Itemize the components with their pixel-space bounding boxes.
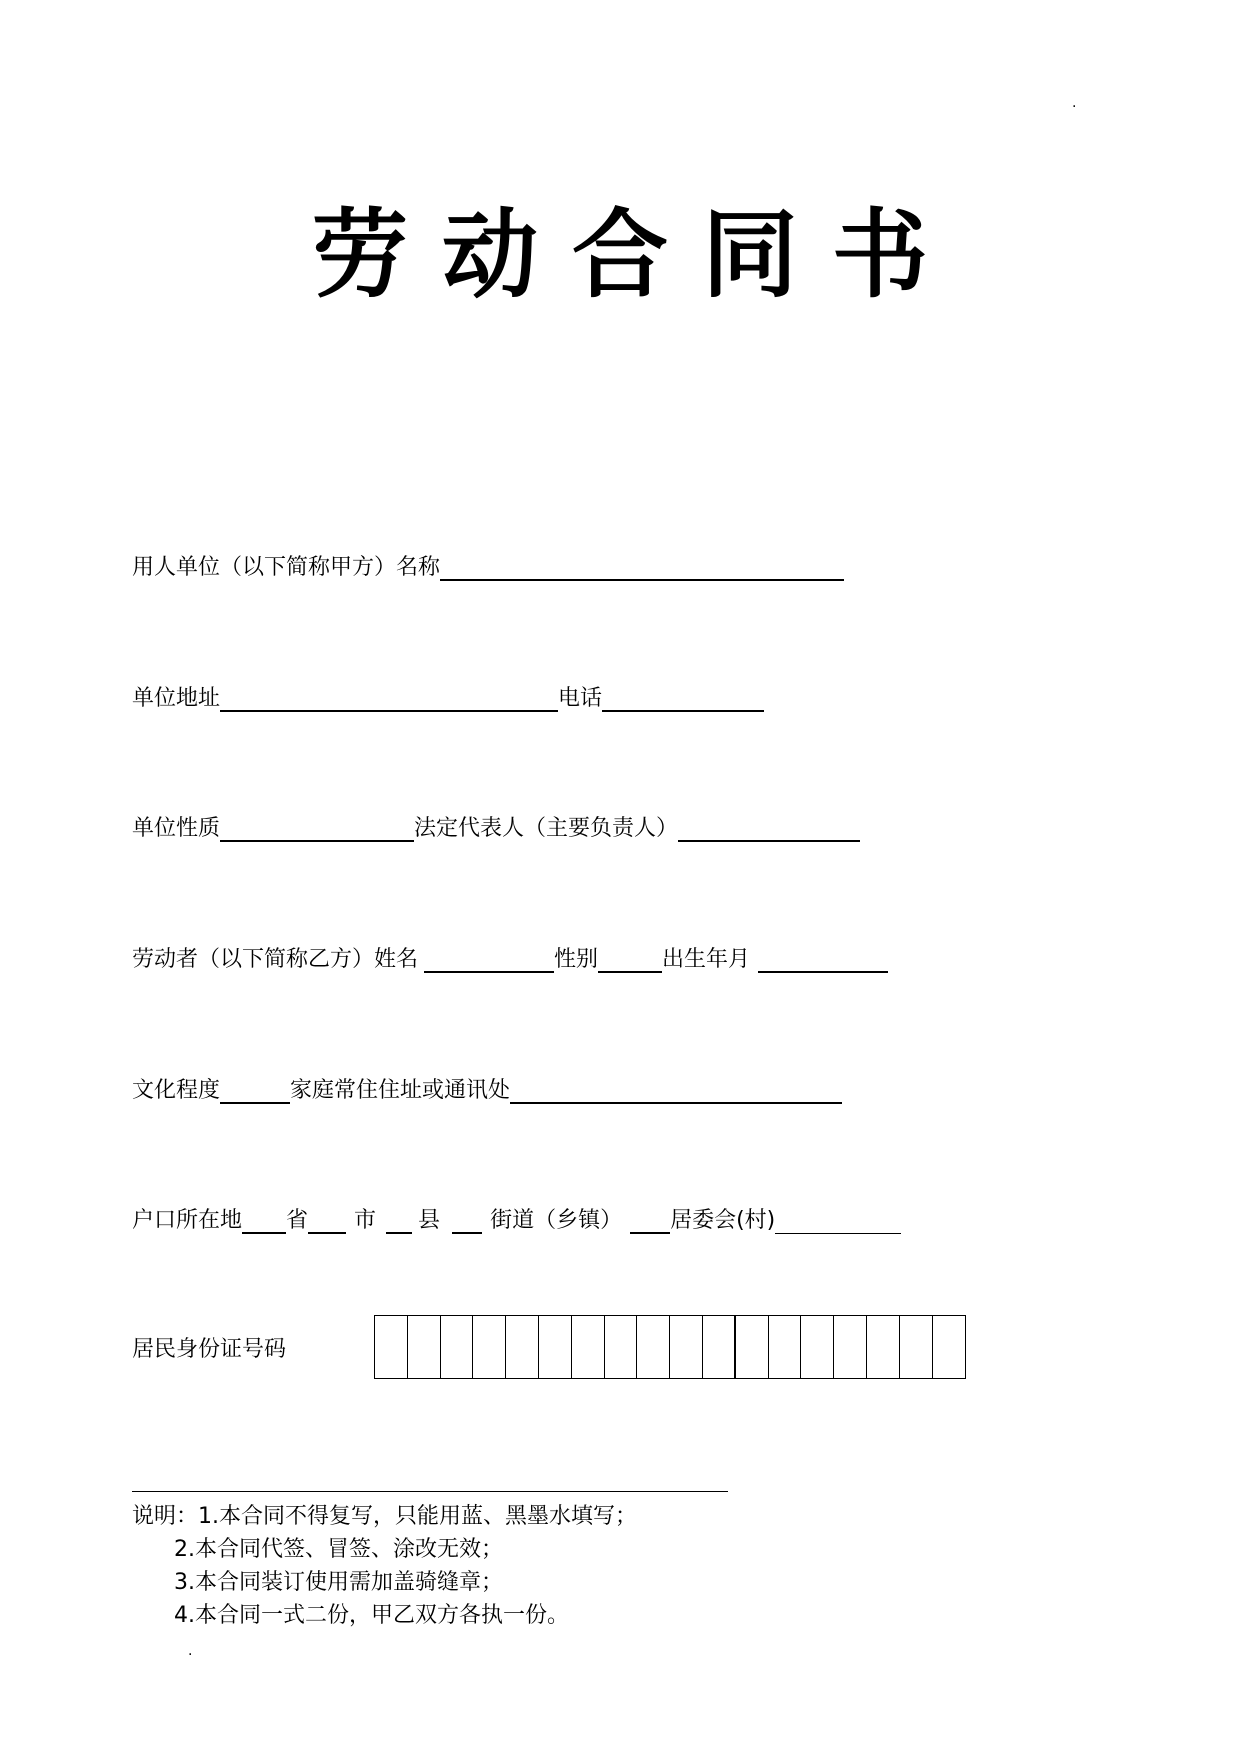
id-digit-cell[interactable] <box>834 1316 867 1378</box>
legal-rep-blank[interactable] <box>678 818 860 842</box>
education-blank[interactable] <box>220 1080 290 1104</box>
worker-row <box>132 945 888 975</box>
street-blank[interactable] <box>452 1210 482 1234</box>
id-digit-cell[interactable] <box>637 1316 670 1378</box>
province-label: 省 <box>286 1208 309 1233</box>
document-title: 劳动合同书 <box>312 199 962 311</box>
education-row <box>132 1076 842 1106</box>
county-blank[interactable] <box>386 1210 412 1234</box>
legal-rep-label: 法定代表人（主要负责人） <box>414 816 679 841</box>
id-digit-cell[interactable] <box>441 1316 474 1378</box>
note-line-4: 4.本合同一式二份，甲乙双方各执一份。 <box>174 1603 569 1628</box>
city-blank[interactable] <box>308 1210 346 1234</box>
province-blank[interactable] <box>242 1210 286 1234</box>
id-label: 居民身份证号码 <box>132 1337 287 1362</box>
header-dot: . <box>1072 95 1077 111</box>
id-digit-cell[interactable] <box>506 1316 539 1378</box>
id-row <box>132 1335 286 1365</box>
birth-label: 出生年月 <box>662 947 751 972</box>
id-digit-cell[interactable] <box>867 1316 900 1378</box>
employer-name-row <box>132 553 844 583</box>
employer-name-blank[interactable] <box>440 557 844 581</box>
hukou-label: 户口所在地 <box>132 1208 243 1233</box>
address-row <box>132 684 764 714</box>
id-number-grid <box>374 1315 966 1379</box>
city-label: 市 <box>354 1208 377 1233</box>
employer-name-label: 用人单位（以下简称甲方）名称 <box>132 555 441 580</box>
birth-blank[interactable] <box>758 949 888 973</box>
worker-label: 劳动者（以下简称乙方）姓名 <box>132 947 419 972</box>
home-address-blank[interactable] <box>510 1080 842 1104</box>
notes-divider <box>132 1491 728 1492</box>
note-line-1: 说明：1.本合同不得复写，只能用蓝、黑墨水填写； <box>132 1504 637 1529</box>
hukou-row <box>132 1206 901 1236</box>
nature-label: 单位性质 <box>132 816 221 841</box>
gender-label: 性别 <box>554 947 599 972</box>
gender-blank[interactable] <box>598 949 662 973</box>
nature-blank[interactable] <box>220 818 414 842</box>
note-line-2: 2.本合同代签、冒签、涂改无效； <box>174 1537 503 1562</box>
id-digit-cell[interactable] <box>670 1316 703 1378</box>
id-digit-cell[interactable] <box>408 1316 441 1378</box>
phone-label: 电话 <box>558 686 603 711</box>
id-digit-cell[interactable] <box>736 1316 769 1378</box>
note-line-3: 3.本合同装订使用需加盖骑缝章； <box>174 1570 503 1595</box>
id-digit-cell[interactable] <box>539 1316 572 1378</box>
id-digit-cell[interactable] <box>375 1316 408 1378</box>
committee-blank[interactable] <box>630 1210 670 1234</box>
street-label: 街道（乡镇） <box>490 1208 623 1233</box>
id-digit-cell[interactable] <box>473 1316 506 1378</box>
id-digit-cell[interactable] <box>572 1316 605 1378</box>
village-blank[interactable] <box>775 1211 901 1234</box>
id-digit-cell[interactable] <box>769 1316 802 1378</box>
address-blank[interactable] <box>220 688 558 712</box>
home-address-label: 家庭常住住址或通讯处 <box>290 1078 511 1103</box>
phone-blank[interactable] <box>602 688 764 712</box>
id-digit-cell[interactable] <box>933 1316 966 1378</box>
id-digit-cell[interactable] <box>801 1316 834 1378</box>
id-digit-cell[interactable] <box>605 1316 638 1378</box>
id-digit-cell[interactable] <box>703 1316 736 1378</box>
county-label: 县 <box>418 1208 441 1233</box>
worker-name-blank[interactable] <box>424 949 554 973</box>
address-label: 单位地址 <box>132 686 221 711</box>
nature-row <box>132 814 860 844</box>
footer-dot: . <box>188 1643 193 1659</box>
committee-label: 居委会(村) <box>670 1208 776 1233</box>
education-label: 文化程度 <box>132 1078 221 1103</box>
id-digit-cell[interactable] <box>900 1316 933 1378</box>
